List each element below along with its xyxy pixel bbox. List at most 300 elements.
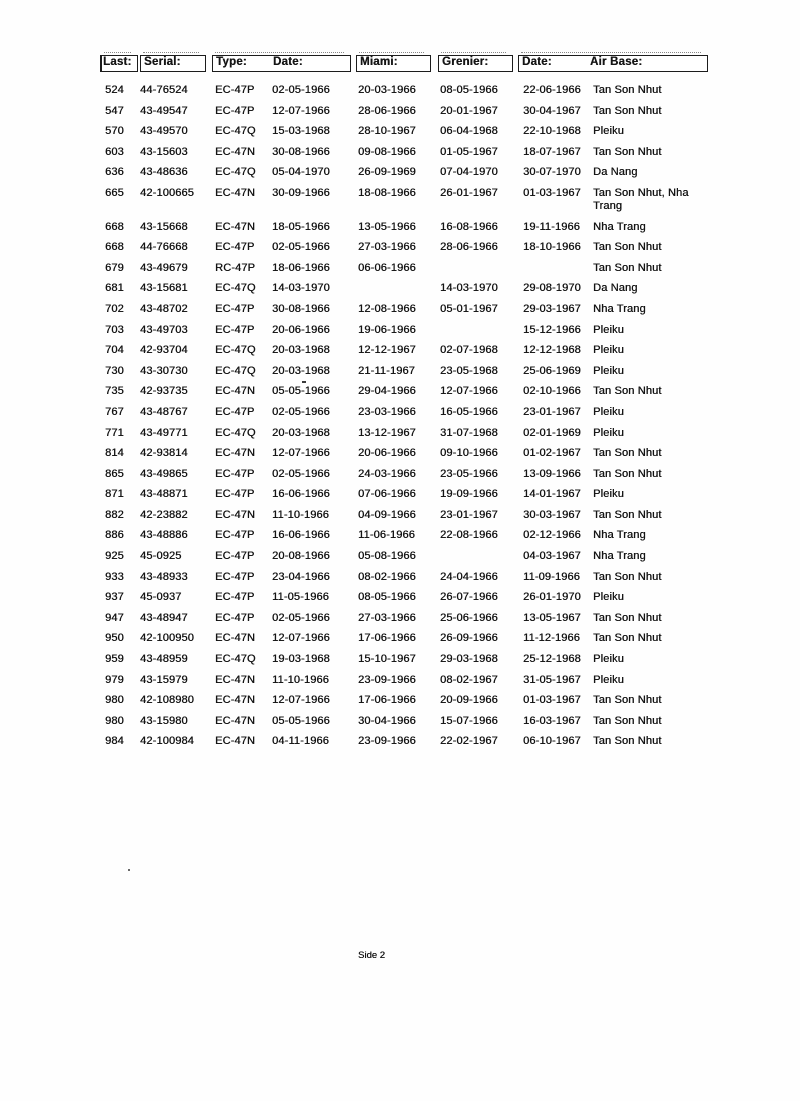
cell-miami: 13-05-1966 (358, 220, 416, 233)
cell-miami: 07-06-1966 (358, 488, 416, 501)
table-row (105, 166, 725, 179)
cell-type: EC-47N (215, 220, 256, 233)
cell-air-base: Nha Trang (593, 529, 646, 542)
cell-air-base: Tan Son Nhut (593, 714, 662, 727)
scan-speck (128, 869, 130, 871)
cell-last: 933 (105, 570, 124, 583)
cell-air-base: Pleiku (593, 125, 624, 138)
cell-grenier (440, 324, 523, 337)
cell-last: 871 (105, 488, 124, 501)
column-header-last: Last: (103, 56, 132, 68)
cell-type: EC-47N (215, 673, 256, 686)
cell-date: 20-08-1966 (272, 550, 330, 563)
cell-grenier: 19-09-1966 (440, 488, 498, 501)
cell-grenier: 15-07-1966 (440, 714, 498, 727)
cell-last: 679 (105, 261, 124, 274)
cell-grenier: 01-05-1967 (440, 145, 498, 158)
cell-grenier: 25-06-1966 (440, 611, 498, 624)
cell-grenier: 23-05-1968 (440, 364, 498, 377)
table-row (105, 105, 725, 118)
cell-date-arrived: 25-06-1969 (523, 364, 581, 377)
cell-air-base: Tan Son Nhut (593, 84, 662, 96)
cell-type: EC-47P (215, 84, 255, 96)
cell-date-arrived: 29-03-1967 (523, 302, 581, 315)
table-row (105, 653, 725, 666)
cell-type: EC-47Q (215, 125, 256, 138)
cell-grenier: 06-04-1968 (440, 125, 498, 138)
table-row (105, 612, 725, 625)
table-row (105, 303, 725, 316)
cell-grenier: 07-04-1970 (440, 166, 498, 179)
cell-type: EC-47P (215, 591, 255, 604)
cell-date-arrived: 15-12-1966 (523, 323, 581, 336)
cell-serial: 43-48767 (140, 405, 188, 418)
cell-type: EC-47Q (215, 344, 256, 357)
cell-last: 636 (105, 166, 124, 179)
cell-grenier: 29-03-1968 (440, 653, 498, 666)
cell-grenier (440, 550, 523, 563)
cell-date-arrived: 01-03-1967 (523, 694, 581, 707)
cell-date: 30-08-1966 (272, 302, 330, 315)
cell-grenier: 09-10-1966 (440, 447, 498, 460)
cell-miami: 13-12-1967 (358, 426, 416, 439)
cell-miami: 23-03-1966 (358, 405, 416, 418)
cell-grenier: 26-01-1967 (440, 186, 498, 199)
table-row (105, 344, 725, 357)
cell-grenier: 24-04-1966 (440, 570, 498, 583)
cell-date-arrived: 02-12-1966 (523, 529, 581, 542)
cell-type: EC-47N (215, 145, 256, 158)
cell-date-arrived: 22-10-1968 (523, 125, 581, 138)
cell-air-base: Tan Son Nhut (593, 145, 662, 158)
column-header-air-base: Air Base: (590, 56, 643, 68)
cell-serial: 43-49865 (140, 467, 188, 480)
cell-date: 12-07-1966 (272, 632, 330, 645)
cell-date-arrived: 14-01-1967 (523, 488, 581, 501)
cell-miami: 30-04-1966 (358, 714, 416, 727)
cell-last: 547 (105, 104, 124, 117)
cell-miami: 26-09-1969 (358, 166, 416, 179)
cell-serial: 42-108980 (140, 694, 194, 707)
cell-type: EC-47Q (215, 166, 256, 179)
cell-serial: 43-49679 (140, 261, 188, 274)
cell-miami: 24-03-1966 (358, 467, 416, 480)
cell-date: 02-05-1966 (272, 467, 330, 480)
table-row (105, 262, 725, 275)
column-header-date-left: Date: (273, 56, 303, 68)
cell-grenier: 23-01-1967 (440, 508, 498, 521)
table-row (105, 509, 725, 522)
table-row (105, 324, 725, 337)
cell-last: 668 (105, 241, 124, 254)
cell-serial: 43-15681 (140, 282, 188, 295)
cell-date: 05-05-1966 (272, 385, 330, 398)
cell-type: EC-47P (215, 550, 255, 563)
cell-date: 02-05-1966 (272, 405, 330, 418)
cell-miami: 08-02-1966 (358, 570, 416, 583)
cell-date-arrived: 01-03-1967 (523, 186, 581, 199)
table-row (105, 468, 725, 481)
cell-miami: 05-08-1966 (358, 550, 416, 563)
cell-serial: 42-93704 (140, 344, 188, 357)
cell-date: 30-09-1966 (272, 186, 330, 199)
cell-grenier: 26-09-1966 (440, 632, 498, 645)
column-header-miami: Miami: (360, 56, 398, 68)
cell-air-base: Tan Son Nhut (593, 241, 662, 254)
cell-date-arrived: 18-10-1966 (523, 241, 581, 254)
table-row (105, 221, 725, 234)
cell-date-arrived: 12-12-1968 (523, 344, 581, 357)
cell-type: EC-47N (215, 447, 256, 460)
cell-grenier: 05-01-1967 (440, 302, 498, 315)
cell-serial: 42-100950 (140, 632, 194, 645)
cell-date-arrived: 13-05-1967 (523, 611, 581, 624)
cell-serial: 43-48933 (140, 570, 188, 583)
cell-date: 02-05-1966 (272, 611, 330, 624)
cell-date: 11-05-1966 (272, 591, 329, 604)
cell-type: EC-47Q (215, 426, 256, 439)
cell-miami: 23-09-1966 (358, 735, 416, 748)
cell-serial: 44-76524 (140, 84, 188, 96)
cell-miami: 18-08-1966 (358, 186, 416, 199)
cell-miami: 17-06-1966 (358, 694, 416, 707)
table-row (105, 715, 725, 728)
cell-last: 681 (105, 282, 124, 295)
cell-last: 668 (105, 220, 124, 233)
cell-date: 20-03-1968 (272, 344, 330, 357)
cell-type: EC-47P (215, 241, 255, 254)
cell-air-base: Tan Son Nhut (593, 508, 662, 521)
table-row (105, 735, 725, 748)
table-row (105, 84, 725, 97)
cell-air-base: Pleiku (593, 653, 624, 666)
cell-miami: 11-06-1966 (358, 529, 415, 542)
cell-air-base: Pleiku (593, 344, 624, 357)
cell-date: 20-03-1968 (272, 364, 330, 377)
page-footer-label: Side 2 (358, 950, 385, 961)
cell-air-base: Nha Trang (593, 302, 646, 315)
cell-miami: 23-09-1966 (358, 673, 416, 686)
table-row (105, 550, 725, 563)
cell-date-arrived: 11-09-1966 (523, 570, 580, 583)
column-header-date-right: Date: (522, 56, 552, 68)
table-body (105, 84, 725, 756)
table-row (105, 125, 725, 138)
cell-serial: 43-48947 (140, 611, 188, 624)
cell-date: 12-07-1966 (272, 447, 330, 460)
cell-date-arrived: 06-10-1967 (523, 735, 581, 748)
cell-date-arrived: 02-10-1966 (523, 385, 581, 398)
cell-serial: 43-48959 (140, 653, 188, 666)
cell-grenier: 02-07-1968 (440, 344, 498, 357)
cell-type: EC-47N (215, 508, 256, 521)
table-row (105, 146, 725, 159)
cell-serial: 42-100984 (140, 735, 194, 748)
scan-speck (302, 381, 306, 383)
cell-last: 959 (105, 653, 124, 666)
cell-last: 937 (105, 591, 124, 604)
cell-last: 814 (105, 447, 124, 460)
cell-grenier: 14-03-1970 (440, 282, 498, 295)
cell-air-base: Tan Son Nhut (593, 104, 662, 117)
table-row (105, 529, 725, 542)
cell-miami: 12-08-1966 (358, 302, 416, 315)
cell-grenier: 12-07-1966 (440, 385, 498, 398)
cell-last: 980 (105, 694, 124, 707)
cell-date: 12-07-1966 (272, 694, 330, 707)
cell-serial: 43-15668 (140, 220, 188, 233)
cell-miami: 28-06-1966 (358, 104, 416, 117)
cell-date-arrived (523, 262, 593, 275)
cell-date: 11-10-1966 (272, 508, 329, 521)
cell-date-arrived: 16-03-1967 (523, 714, 581, 727)
cell-last: 704 (105, 344, 124, 357)
cell-grenier: 23-05-1966 (440, 467, 498, 480)
cell-grenier: 26-07-1966 (440, 591, 498, 604)
cell-date-arrived: 01-02-1967 (523, 447, 581, 460)
cell-air-base: Tan Son Nhut (593, 447, 662, 460)
cell-air-base: Pleiku (593, 673, 624, 686)
cell-miami: 12-12-1967 (358, 344, 416, 357)
cell-date: 12-07-1966 (272, 104, 330, 117)
cell-last: 665 (105, 186, 124, 199)
cell-air-base: Tan Son Nhut, Nha Trang (593, 186, 689, 212)
cell-last: 730 (105, 364, 124, 377)
cell-miami: 19-06-1966 (358, 323, 416, 336)
cell-miami: 20-03-1966 (358, 84, 416, 96)
cell-last: 886 (105, 529, 124, 542)
table-row (105, 241, 725, 254)
table-row (105, 427, 725, 440)
table-row (105, 282, 725, 295)
cell-grenier: 22-02-1967 (440, 735, 498, 748)
cell-grenier: 08-02-1967 (440, 673, 498, 686)
cell-last: 570 (105, 125, 124, 138)
cell-serial: 43-48871 (140, 488, 188, 501)
cell-miami (358, 282, 440, 295)
cell-last: 767 (105, 405, 124, 418)
cell-serial: 42-93735 (140, 385, 188, 398)
cell-last: 603 (105, 145, 124, 158)
cell-date: 16-06-1966 (272, 529, 330, 542)
cell-serial: 44-76668 (140, 241, 188, 254)
cell-grenier (440, 262, 523, 275)
cell-last: 702 (105, 302, 124, 315)
cell-air-base: Tan Son Nhut (593, 261, 662, 274)
cell-date: 19-03-1968 (272, 653, 330, 666)
table-row (105, 447, 725, 460)
column-header-grenier: Grenier: (442, 56, 489, 68)
cell-air-base: Nha Trang (593, 550, 646, 563)
cell-air-base: Pleiku (593, 488, 624, 501)
cell-serial: 43-15980 (140, 714, 188, 727)
cell-air-base: Tan Son Nhut (593, 735, 662, 748)
column-header-serial: Serial: (144, 56, 181, 68)
cell-miami: 04-09-1966 (358, 508, 416, 521)
table-row (105, 385, 725, 398)
cell-type: EC-47P (215, 488, 255, 501)
cell-type: RC-47P (215, 261, 256, 274)
cell-type: EC-47Q (215, 653, 256, 666)
cell-date: 14-03-1970 (272, 282, 330, 295)
cell-date: 18-06-1966 (272, 261, 330, 274)
cell-serial: 43-49570 (140, 125, 188, 138)
cell-air-base: Pleiku (593, 426, 624, 439)
cell-miami: 28-10-1967 (358, 125, 416, 138)
cell-date: 20-06-1966 (272, 323, 330, 336)
cell-date-arrived: 23-01-1967 (523, 405, 581, 418)
cell-type: EC-47N (215, 186, 256, 199)
cell-date-arrived: 29-08-1970 (523, 282, 581, 295)
cell-air-base: Pleiku (593, 323, 624, 336)
cell-date-arrived: 13-09-1966 (523, 467, 581, 480)
cell-date: 11-10-1966 (272, 673, 329, 686)
cell-last: 950 (105, 632, 124, 645)
cell-grenier: 28-06-1966 (440, 241, 498, 254)
cell-air-base: Da Nang (593, 282, 638, 295)
cell-date: 15-03-1968 (272, 125, 330, 138)
cell-air-base: Tan Son Nhut (593, 467, 662, 480)
cell-serial: 45-0937 (140, 591, 182, 604)
cell-serial: 45-0925 (140, 550, 182, 563)
cell-last: 524 (105, 84, 124, 96)
cell-date-arrived: 11-12-1966 (523, 632, 580, 645)
cell-date-arrived: 19-11-1966 (523, 220, 580, 233)
cell-miami: 20-06-1966 (358, 447, 416, 460)
table-row (105, 187, 725, 213)
cell-date-arrived: 22-06-1966 (523, 84, 581, 96)
cell-type: EC-47P (215, 529, 255, 542)
cell-date: 20-03-1968 (272, 426, 330, 439)
cell-grenier: 20-09-1966 (440, 694, 498, 707)
cell-miami: 27-03-1966 (358, 611, 416, 624)
cell-air-base: Pleiku (593, 364, 624, 377)
cell-serial: 43-48702 (140, 302, 188, 315)
cell-date: 30-08-1966 (272, 145, 330, 158)
cell-air-base: Tan Son Nhut (593, 385, 662, 398)
cell-date-arrived: 30-07-1970 (523, 166, 581, 179)
cell-type: EC-47P (215, 467, 255, 480)
cell-type: EC-47Q (215, 364, 256, 377)
cell-date-arrived: 25-12-1968 (523, 653, 581, 666)
cell-last: 771 (105, 426, 124, 439)
cell-serial: 43-48636 (140, 166, 188, 179)
cell-miami: 06-06-1966 (358, 261, 416, 274)
cell-date: 18-05-1966 (272, 220, 330, 233)
cell-type: EC-47Q (215, 282, 256, 295)
cell-type: EC-47P (215, 302, 255, 315)
cell-date-arrived: 04-03-1967 (523, 550, 581, 563)
cell-miami: 15-10-1967 (358, 653, 416, 666)
cell-air-base: Tan Son Nhut (593, 611, 662, 624)
cell-grenier: 31-07-1968 (440, 426, 498, 439)
cell-type: EC-47N (215, 735, 256, 748)
cell-miami: 17-06-1966 (358, 632, 416, 645)
table-row (105, 632, 725, 645)
cell-date: 23-04-1966 (272, 570, 330, 583)
cell-last: 980 (105, 714, 124, 727)
cell-last: 882 (105, 508, 124, 521)
cell-last: 703 (105, 323, 124, 336)
cell-serial: 43-49771 (140, 426, 188, 439)
cell-type: EC-47N (215, 385, 256, 398)
table-row (105, 365, 725, 378)
column-header-type: Type: (216, 56, 247, 68)
cell-serial: 43-48886 (140, 529, 188, 542)
cell-miami: 27-03-1966 (358, 241, 416, 254)
cell-date-arrived: 18-07-1967 (523, 145, 581, 158)
cell-air-base: Pleiku (593, 405, 624, 418)
cell-serial: 43-15603 (140, 145, 188, 158)
cell-date: 16-06-1966 (272, 488, 330, 501)
cell-air-base: Tan Son Nhut (593, 570, 662, 583)
cell-serial: 42-93814 (140, 447, 188, 460)
cell-serial: 43-30730 (140, 364, 188, 377)
table-row (105, 694, 725, 707)
cell-date: 04-11-1966 (272, 735, 329, 748)
cell-date: 02-05-1966 (272, 241, 330, 254)
cell-type: EC-47P (215, 323, 255, 336)
cell-grenier: 20-01-1967 (440, 104, 498, 117)
cell-date: 02-05-1966 (272, 84, 330, 96)
cell-grenier: 16-08-1966 (440, 220, 498, 233)
cell-type: EC-47P (215, 405, 255, 418)
cell-last: 865 (105, 467, 124, 480)
cell-last: 984 (105, 735, 124, 748)
cell-serial: 43-49547 (140, 104, 188, 117)
cell-date-arrived: 31-05-1967 (523, 673, 581, 686)
cell-type: EC-47N (215, 714, 256, 727)
cell-grenier: 22-08-1966 (440, 529, 498, 542)
cell-miami: 29-04-1966 (358, 385, 416, 398)
cell-serial: 43-49703 (140, 323, 188, 336)
cell-type: EC-47P (215, 570, 255, 583)
cell-last: 947 (105, 611, 124, 624)
cell-type: EC-47P (215, 104, 255, 117)
cell-last: 735 (105, 385, 124, 398)
table-row (105, 591, 725, 604)
cell-type: EC-47P (215, 611, 255, 624)
cell-serial: 42-23882 (140, 508, 188, 521)
cell-grenier: 16-05-1966 (440, 405, 498, 418)
cell-date: 05-05-1966 (272, 714, 330, 727)
cell-serial: 43-15979 (140, 673, 188, 686)
cell-date-arrived: 30-04-1967 (523, 104, 581, 117)
cell-date-arrived: 26-01-1970 (523, 591, 581, 604)
cell-air-base: Tan Son Nhut (593, 632, 662, 645)
cell-air-base: Tan Son Nhut (593, 694, 662, 707)
cell-miami: 21-11-1967 (358, 364, 415, 377)
cell-serial: 42-100665 (140, 186, 194, 199)
cell-grenier: 08-05-1966 (440, 84, 498, 96)
cell-air-base: Pleiku (593, 591, 624, 604)
cell-type: EC-47N (215, 632, 256, 645)
cell-date-arrived: 02-01-1969 (523, 426, 581, 439)
table-row (105, 674, 725, 687)
cell-type: EC-47N (215, 694, 256, 707)
cell-last: 979 (105, 673, 124, 686)
cell-air-base: Nha Trang (593, 220, 646, 233)
cell-date: 05-04-1970 (272, 166, 330, 179)
table-row (105, 488, 725, 501)
cell-miami: 09-08-1966 (358, 145, 416, 158)
table-row (105, 571, 725, 584)
cell-last: 925 (105, 550, 124, 563)
cell-miami: 08-05-1966 (358, 591, 416, 604)
cell-date-arrived: 30-03-1967 (523, 508, 581, 521)
cell-air-base: Da Nang (593, 166, 638, 179)
table-row (105, 406, 725, 419)
